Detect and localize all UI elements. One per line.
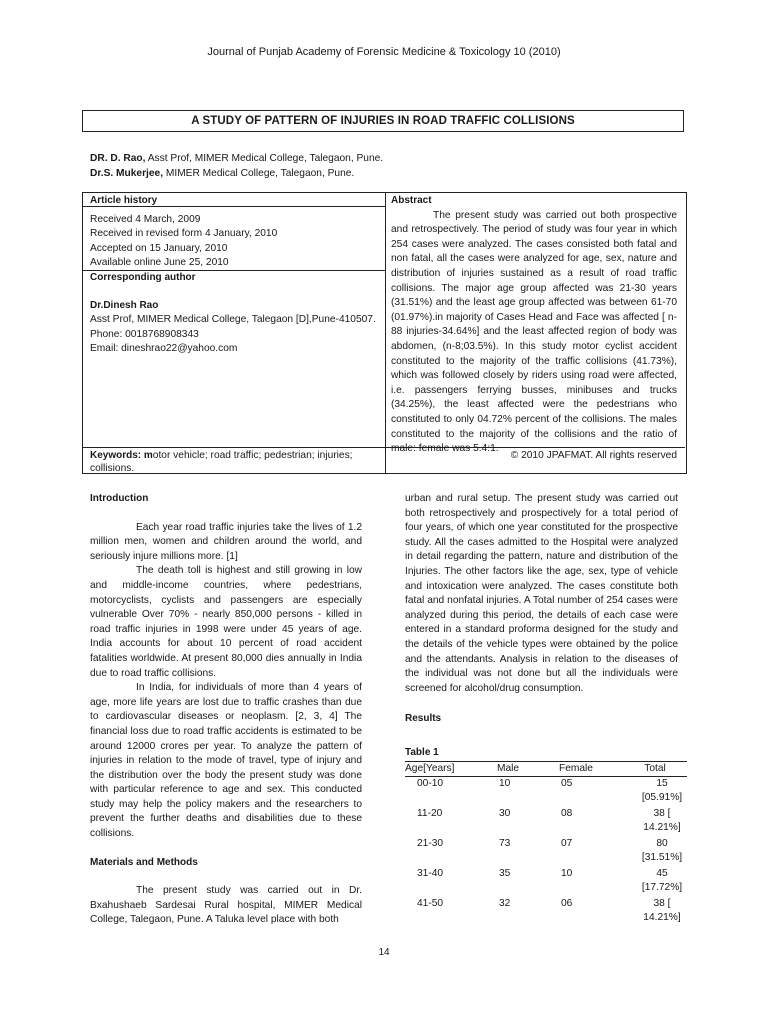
cell-male-value: 35 <box>499 867 511 879</box>
table-row <box>405 837 687 867</box>
article-history-label: Article history <box>90 195 158 206</box>
cell-female <box>559 837 623 867</box>
corresponding-phone: Phone: 0018768908343 <box>90 328 199 340</box>
cell-female-value: 08 <box>561 807 573 819</box>
copyright-notice: © 2010 JPAFMAT. All rights reserved <box>510 450 677 461</box>
total-count: 45 <box>656 867 668 879</box>
info-box-divider <box>385 192 386 474</box>
author-affiliation: MIMER Medical College, Talegaon, Pune. <box>163 167 355 179</box>
corresponding-author <box>90 271 382 357</box>
abstract-section <box>391 194 677 457</box>
table-row <box>405 897 687 927</box>
table-title: Table 1 <box>405 747 439 758</box>
col-male: Male <box>497 761 559 776</box>
keywords <box>90 449 380 475</box>
keywords-text: otor vehicle; road traffic; pedestrian; injuries; collisions. <box>90 450 353 474</box>
table-body <box>405 776 687 927</box>
cell-male-value: 30 <box>499 807 511 819</box>
corresponding-address: Asst Prof, MIMER Medical College, Talegaon [D],Pune-410507. <box>90 314 376 326</box>
total-count: 15 <box>656 777 668 789</box>
cell-female <box>559 807 623 837</box>
total-percent: [31.51%] <box>641 851 683 863</box>
cell-age <box>405 867 497 897</box>
cell-total <box>623 867 687 897</box>
cell-total <box>623 837 687 867</box>
received-date: Received 4 March, 2009 <box>90 213 201 225</box>
author-name: DR. D. Rao, <box>90 153 146 164</box>
left-column <box>90 492 362 928</box>
accepted-date: Accepted on 15 January, 2010 <box>90 242 228 254</box>
cell-male <box>497 867 559 897</box>
total-percent: 14.21%] <box>643 821 681 833</box>
cell-male-value: 32 <box>499 897 511 909</box>
cell-male <box>497 837 559 867</box>
col-total: Total <box>623 761 687 776</box>
total-percent: [17.72%] <box>641 881 683 893</box>
cell-male <box>497 776 559 807</box>
table-header-row <box>405 761 687 776</box>
col-female: Female <box>559 761 623 776</box>
intro-paragraph-1: Each year road traffic injuries take the lives of 1.2 million men, women and children around the world, and seriously injure millions more. [1] <box>90 521 362 562</box>
cell-female <box>559 897 623 927</box>
corresponding-label: Corresponding author <box>90 272 196 283</box>
author-list <box>90 152 690 181</box>
total-count: 80 <box>656 837 668 849</box>
journal-header: Journal of Punjab Academy of Forensic Medicine & Toxicology 10 (2010) <box>207 46 561 58</box>
article-title: A STUDY OF PATTERN OF INJURIES IN ROAD TRAFFIC COLLISIONS <box>82 110 684 132</box>
methods-paragraph-2: urban and rural setup. The present study was carried out both retrospectively and prospectively for a total period of four years, of which one year constituted for the prospective study. All the cases admitted to the Hospital were analyzed in detail regarding the pattern, nature and distribution of the Injuries. The other factors like the age, sex, type of vehicle and intoxication were analyzed. The cases constitute both fatal and nonfatal injuries. A Total number of 254 cases were analyzed during this period, the details of each case were entered in a standard proforma designed for the study and the details of the vehicle types were obtained by the police and the attendants. Analysis in relation to the diseases of the individual was not done but all the individuals were screened for alcohol/drug consumption. <box>405 493 678 694</box>
online-date: Available online June 25, 2010 <box>90 257 229 269</box>
revised-date: Received in revised form 4 January, 2010 <box>90 228 278 240</box>
table-row <box>405 867 687 897</box>
author-2 <box>90 167 690 182</box>
cell-female-value: 10 <box>561 867 573 879</box>
author-name: Dr.S. Mukerjee, <box>90 167 164 179</box>
cell-female-value: 07 <box>561 837 573 849</box>
methods-heading: Materials and Methods <box>90 856 198 868</box>
total-percent: 14.21%] <box>643 911 681 923</box>
cell-male-value: 73 <box>499 837 511 849</box>
article-history <box>90 194 380 271</box>
author-1 <box>90 152 690 167</box>
cell-age <box>405 837 497 867</box>
introduction-heading: Introduction <box>90 493 149 504</box>
cell-age <box>405 807 497 837</box>
cell-total <box>623 807 687 837</box>
keywords-label: Keywords: m <box>90 450 153 461</box>
abstract-text: The present study was carried out both prospective and retrospectively. The period of study was four year in which 254 cases were analyzed. The cases consisted both fatal and non fatal, all the cases were analyzed for age, sex, nature and distribution of injuries sustained as a result of road traffic collisions. The major age group affected was 21-30 years (31.51%) and the least age group affected was between 61-70 (01.97%).in majority of Cases Head and Face was affected [ n-88 injuries-34.64%] and the least affected region of body was abdomen, (n-8;03.5%). In this study motor cyclist accident constituted to the majority of the traffic collisions (41.73%), which was followed closely by riders using road were affected, i.e. passengers ferrying busses, minibuses and trucks (34.25%), the least affected were the pedestrians who constituted to only 04.72% percent of the collisions. The males constituted to the majority of the collisions and the ratio of male: female was 5.4:1. <box>391 209 677 455</box>
right-column <box>405 492 678 727</box>
cell-female-value: 05 <box>561 777 573 789</box>
table-row <box>405 807 687 837</box>
corresponding-name: Dr.Dinesh Rao <box>90 299 159 311</box>
age-table <box>405 761 687 927</box>
cell-age-value: 00-10 <box>417 777 444 789</box>
methods-paragraph-1: The present study was carried out in Dr. Bxahushaeb Sardesai Rural hospital, MIMER Medical College, Talegaon, Pune. A Taluka level place with both <box>90 885 362 926</box>
cell-age-value: 21-30 <box>417 837 444 849</box>
author-affiliation: Asst Prof, MIMER Medical College, Talegaon, Pune. <box>145 153 384 164</box>
col-age: Age[Years] <box>405 761 497 776</box>
cell-male-value: 10 <box>499 777 511 789</box>
intro-paragraph-2: The death toll is highest and still growing in low and middle-income countries, where pedestrians, motorcyclists, cyclists and passengers are especially vulnerable Over 70% - nearly 850,000 persons - killed in road traffic injuries in 1998 were under 45 years of age. India accounts for about 10 percent of road accident fatalities worldwide. At present 80,000 dies annually in India due to road traffic collisions. <box>90 565 362 679</box>
cell-female <box>559 867 623 897</box>
cell-age <box>405 897 497 927</box>
page-number: 14 <box>378 947 390 958</box>
cell-male <box>497 807 559 837</box>
cell-age-value: 31-40 <box>417 867 444 879</box>
table-row <box>405 776 687 807</box>
cell-total <box>623 897 687 927</box>
abstract-label: Abstract <box>391 195 432 206</box>
total-percent: [05.91%] <box>641 791 683 803</box>
cell-male <box>497 897 559 927</box>
cell-female <box>559 776 623 807</box>
cell-age-value: 11-20 <box>417 807 443 819</box>
cell-female-value: 06 <box>561 897 573 909</box>
total-count: 38 [ <box>653 897 671 909</box>
cell-total <box>623 776 687 807</box>
table-1 <box>405 746 690 927</box>
results-heading: Results <box>405 713 442 725</box>
cell-age <box>405 776 497 807</box>
total-count: 38 [ <box>653 807 671 819</box>
cell-age-value: 41-50 <box>417 897 444 909</box>
corresponding-email: Email: dineshrao22@yahoo.com <box>90 343 238 355</box>
intro-paragraph-3: In India, for individuals of more than 4 years of age, more life years are lost due to traffic crashes than due to cardiovascular diseases or neoplasm. [2, 3, 4] The financial loss due to road traffic accidents is estimated to be around 12000 crores per year. To analyze the pattern of injuries in relation to the mode of travel, type of injury and the distribution over the body the present study was done with particular reference to age and sex. This conducted study may help the policy makers and the researchers to prevent the further deaths and disabilities due to these collisions. <box>90 682 362 840</box>
